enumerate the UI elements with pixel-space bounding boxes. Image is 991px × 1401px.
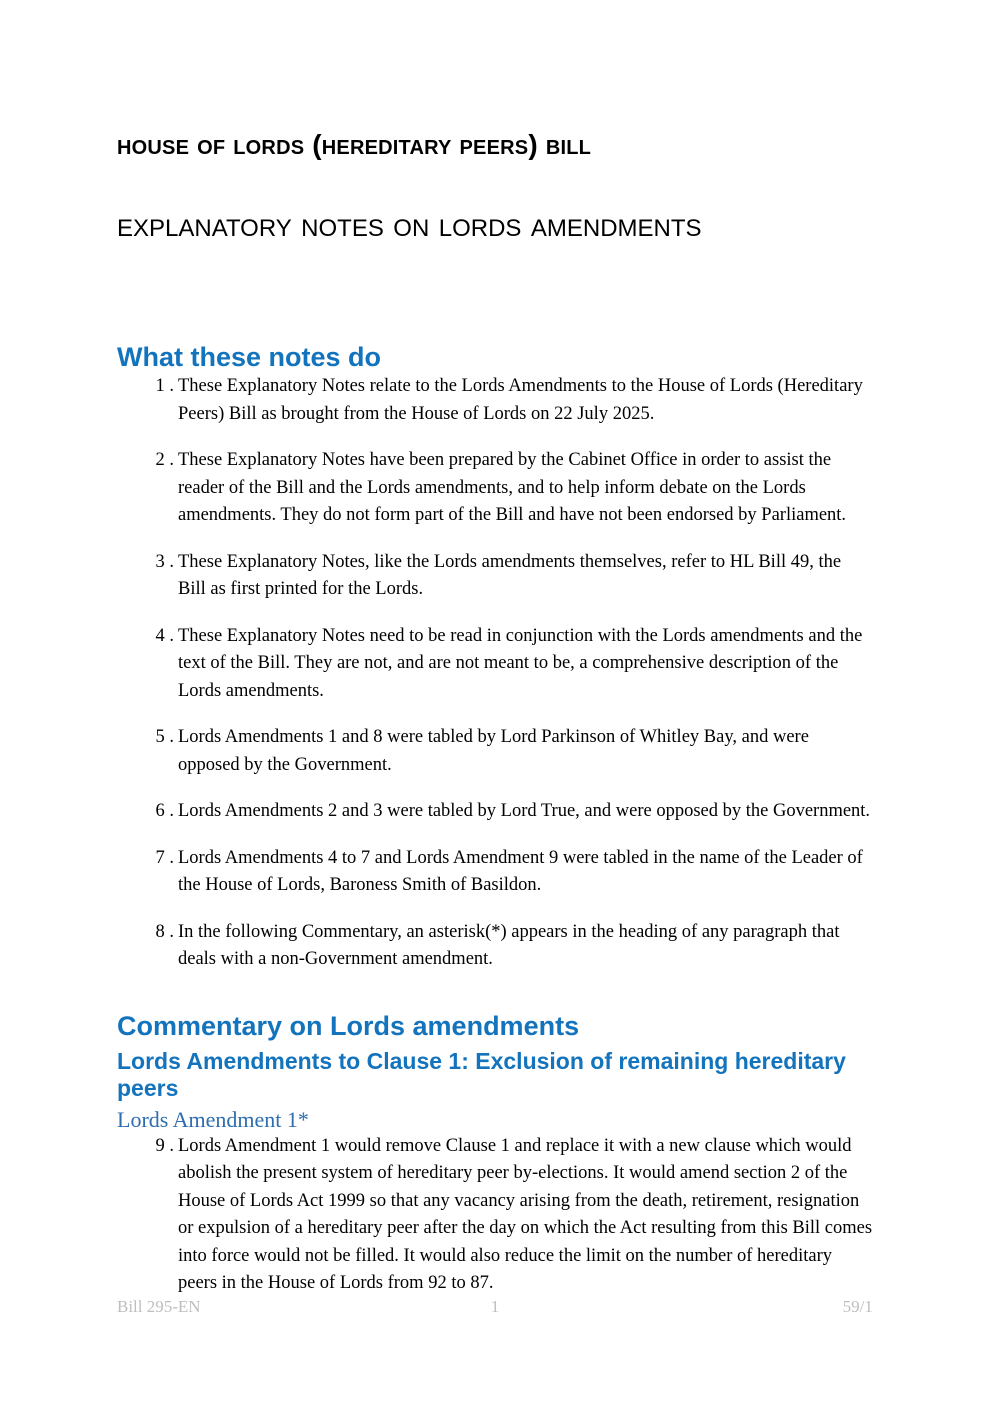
list-item-text: These Explanatory Notes, like the Lords amendments themselves, refer to HL Bill 49, the Bill as first printed for the Lords. [178,551,842,599]
page-footer [117,1296,873,1318]
list-item-text: In the following Commentary, an asterisk(*) appears in the heading of any paragraph that deals with a non-Government amendment. [178,921,840,969]
list-item-text: Lords Amendments 4 to 7 and Lords Amendment 9 were tabled in the name of the Leader of the House of Lords, Baroness Smith of Basildon. [178,847,863,895]
list-item [117,798,873,826]
list-item [117,373,873,428]
list-item-text: These Explanatory Notes relate to the Lords Amendments to the House of Lords (Hereditary Peers) Bill as brought from the House of Lords on 22 July 2025. [178,376,863,424]
heading-what-these-notes-do: What these notes do [117,342,382,372]
list-item-number: 1 . [155,376,174,396]
document-title: house of lords (hereditary peers) bill [117,129,592,160]
list-item-text: Lords Amendments 1 and 8 were tabled by Lord Parkinson of Whitley Bay, and were opposed by the Government. [178,727,809,775]
list-item [117,447,873,530]
list-item [117,724,873,779]
list-item [117,623,873,706]
heading-commentary-on-lords-amendments: Commentary on Lords amendments [117,1010,580,1041]
document-subtitle: explanatory notes on lords amendments [117,206,702,244]
list-item-text: These Explanatory Notes have been prepared by the Cabinet Office in order to assist the reader of the Bill and the Lords amendments, and to help inform debate on the Lords amendments. They do not form part of the Bill and have not been endorsed by Parliament. [178,450,847,525]
list-item-number: 6 . [155,801,174,821]
footer-reference: 59/1 [842,1297,873,1316]
page-content [117,0,873,1298]
list-item-number: 4 . [155,625,174,646]
heading-lords-amendment-1: Lords Amendment 1* [117,1106,309,1132]
list-item-text: Lords Amendments 2 and 3 were tabled by Lord True, and were opposed by the Government. [178,801,871,821]
commentary-notes-list [117,1133,873,1298]
list-item-number: 7 . [155,847,174,868]
list-item [117,1133,873,1298]
list-item-number: 5 . [155,727,174,747]
heading-lords-amendments-to-clause-1: Lords Amendments to Clause 1: Exclusion of remaining hereditary peers [117,1047,846,1101]
list-item-number: 8 . [155,921,174,942]
list-item-number: 3 . [155,551,174,572]
footer-page-number: 1 [490,1297,500,1316]
list-item [117,919,873,974]
list-item [117,549,873,604]
list-item-number: 9 . [155,1135,174,1156]
list-item-text: These Explanatory Notes need to be read in conjunction with the Lords amendments and the text of the Bill. They are not, and are not meant to be, a comprehensive description of the Lords amendments. [178,625,863,701]
list-item-number: 2 . [155,450,174,470]
notes-list [117,373,873,974]
list-item-text: Lords Amendment 1 would remove Clause 1 and replace it with a new clause which would abolish the present system of hereditary peer by-elections. It would amend section 2 of the House of Lords Act 1999 so that any vacancy arising from the death, retirement, resignation or expulsion of a hereditary peer after the day on which the Act resulting from this Bill comes into force would not be filled. It would also reduce the limit on the number of hereditary peers in the House of Lords from 92 to 87. [178,1135,873,1293]
list-item [117,845,873,900]
footer-bill-number: Bill 295-EN [117,1297,201,1316]
